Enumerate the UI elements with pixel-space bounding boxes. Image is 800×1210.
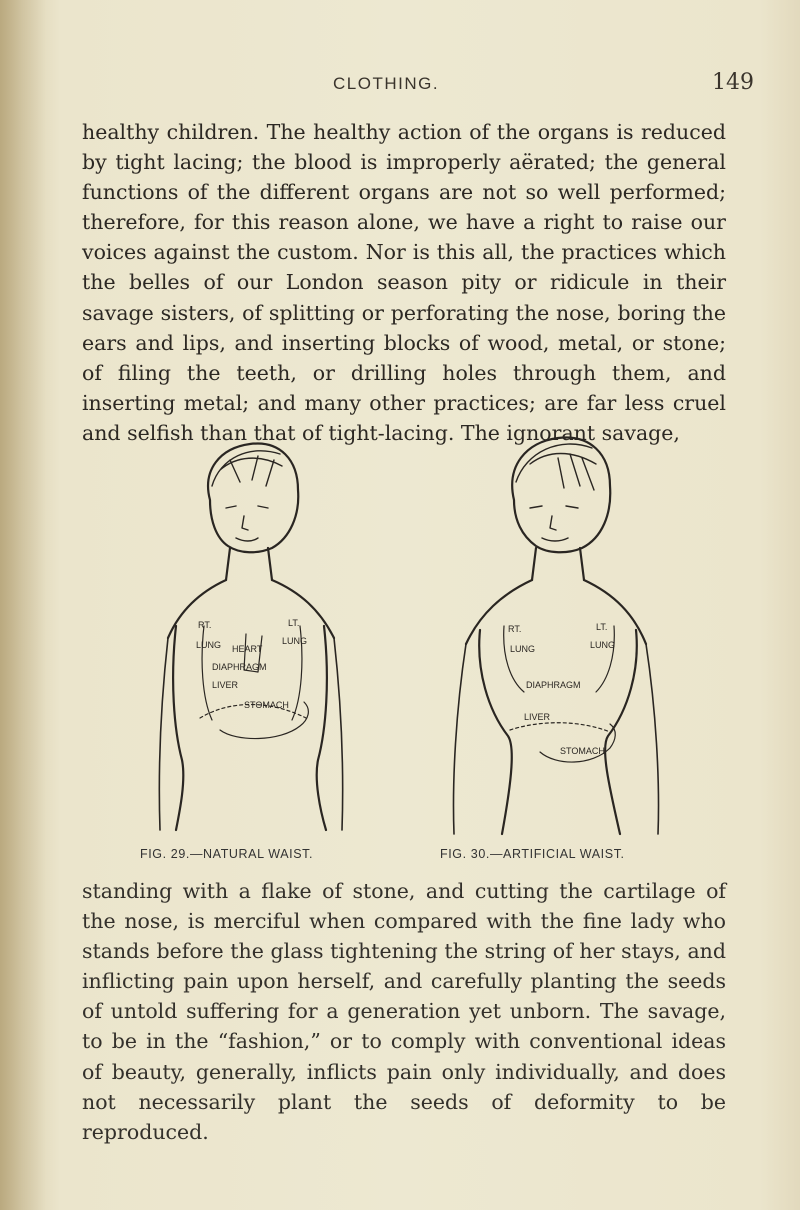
natural-label-lt: LT. [288, 618, 300, 628]
artificial-arm-left [454, 644, 467, 834]
figure-29-caption: FIG. 29.—NATURAL WAIST. [140, 847, 314, 861]
figures-illustration [140, 430, 700, 870]
artificial-face [530, 506, 578, 541]
artificial-label-rt-lung: LUNG [510, 644, 536, 654]
paragraph-top: healthy children. The healthy action of the organs is reduced by tight lacing; the blood is improperly aërated; the general functions of the different organs are not so well performed; therefore, for this reason alone, we have a right to raise our voices against the custom. Nor is this all, the practices which the belles of our London season pity or ridicule in their savage sisters, of splitting or perforating the nose, boring the ears and lips, and inserting blocks of wood, metal, or stone; of filing the teeth, or drilling holes through them, and inserting metal; and many other practices; are far less cruel and selfish than that of tight-lacing. The ignorant savage, [82, 120, 726, 445]
natural-torso-right [317, 626, 327, 830]
natural-head-outline [208, 443, 298, 552]
natural-arm-right [334, 638, 343, 830]
artificial-waist-figure [454, 437, 659, 834]
artificial-torso-right [605, 630, 637, 834]
artificial-diaphragm [510, 723, 610, 732]
natural-face [226, 506, 268, 541]
artificial-label-rt: RT. [508, 624, 522, 634]
artificial-label-diaphragm: DIAPHRAGM [526, 680, 581, 690]
artificial-label-lt: LT. [596, 622, 608, 632]
running-head [0, 70, 800, 102]
artificial-stomach-outline [540, 724, 615, 762]
artificial-arm-right [646, 644, 659, 834]
artificial-head-outline [512, 437, 610, 552]
figures-block [140, 430, 700, 870]
natural-label-liver: LIVER [212, 680, 239, 690]
natural-label-lt-lung: LUNG [282, 636, 308, 646]
natural-label-rt: RT. [198, 620, 212, 630]
natural-label-stomach: STOMACH [244, 700, 289, 710]
paragraph-bottom: standing with a flake of stone, and cutting the cartilage of the nose, is merciful when compared with the fine lady who stands before the glass tightening the string of her stays, and inflicting pain upon herself, and carefully planting the seeds of untold suffering for a generation yet unborn. The savage, to be in the “fashion,” or to comply with conventional ideas of beauty, generally, inflicts pain only individually, and does not necessarily plant the seeds of deformity to be reproduced. [82, 879, 726, 1144]
natural-arm-left [159, 638, 168, 830]
natural-waist-figure [159, 443, 342, 830]
running-title: CLOTHING. [333, 74, 440, 93]
natural-label-diaphragm: DIAPHRAGM [212, 662, 267, 672]
artificial-label-lt-lung: LUNG [590, 640, 616, 650]
natural-torso-left [173, 626, 183, 830]
artificial-label-liver: LIVER [524, 712, 551, 722]
page-number: 149 [712, 70, 754, 95]
artificial-shoulder-left [466, 580, 532, 644]
artificial-label-stomach: STOMACH [560, 746, 605, 756]
figure-30-caption: FIG. 30.—ARTIFICIAL WAIST. [440, 847, 625, 861]
gutter-shadow [0, 0, 46, 1210]
natural-label-heart: HEART [232, 644, 263, 654]
natural-label-rt-lung: LUNG [196, 640, 222, 650]
